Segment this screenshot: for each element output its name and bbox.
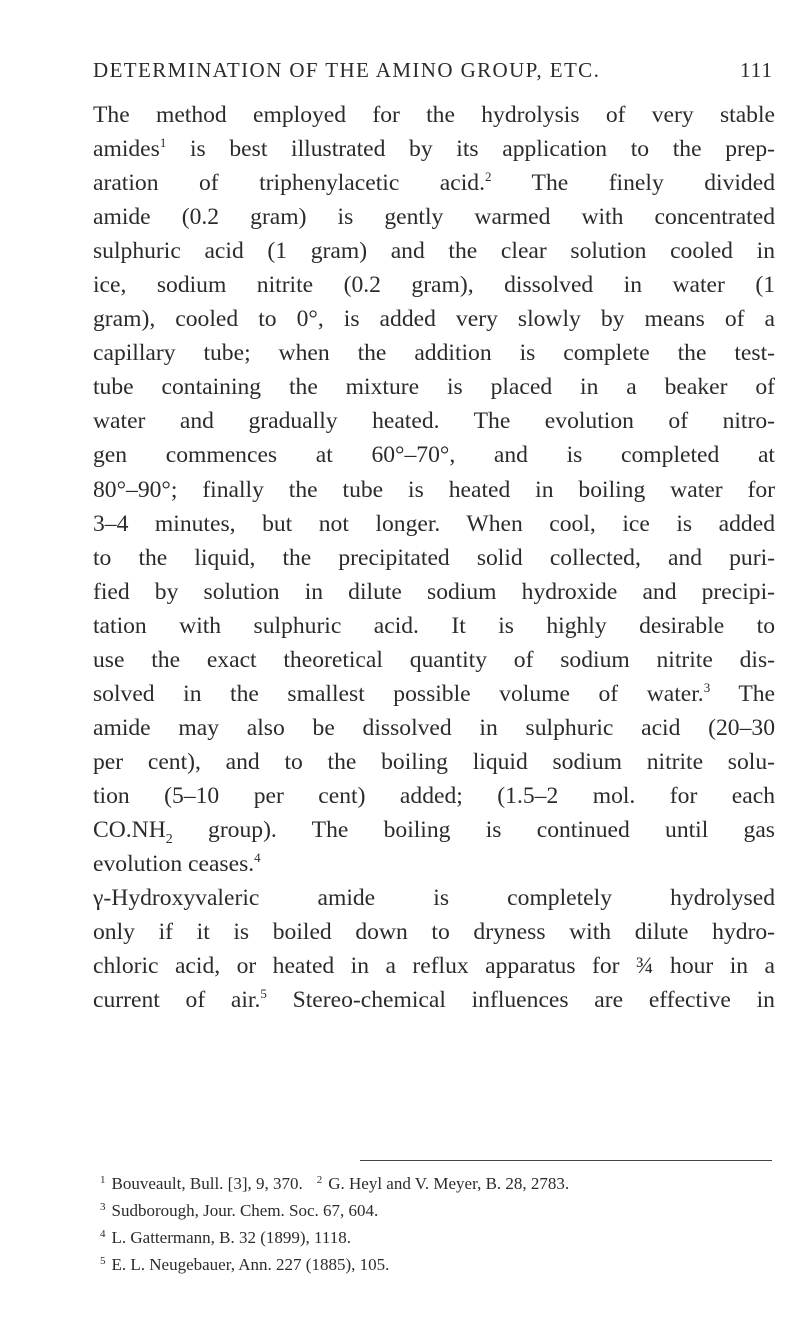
text-line: amides$^1$ is best illustrated by its application to the prep- — [93, 135, 775, 163]
footnote-ref: 2 — [484, 169, 492, 185]
footnotes — [100, 1170, 780, 1278]
text-line: $CO.NH_2$ group). The boiling is continued until gas — [93, 816, 775, 847]
text-line: γ-Hydroxyvaleric amide is completely hydrolysed — [93, 885, 775, 912]
footnote-line: $^5$ E. L. Neugebauer, Ann. 227 (1885), 105. — [100, 1255, 390, 1274]
text-line: ice, sodium nitrite (0.2 gram), dissolved in water (1 — [93, 272, 775, 299]
footnote-ref: 4 — [254, 850, 261, 866]
subscript: 2 — [165, 831, 173, 847]
footnote-ref: 1 — [159, 135, 167, 151]
text-line: gram), cooled to 0°, is added very slowly by means of a — [93, 306, 775, 333]
text-line: solved in the smallest possible volume of water.$^3$ The — [93, 679, 776, 707]
text-line: only if it is boiled down to dryness with dilute hydro- — [93, 919, 775, 946]
text-line: fied by solution in dilute sodium hydroxide and precipi- — [93, 578, 775, 605]
page-number: 111 — [740, 58, 773, 82]
footnote-line: $^1$ Bouveault, Bull. [3], 9, 370. $^2$ G. Heyl and V. Meyer, B. 28, 2783. — [100, 1174, 570, 1193]
text-line: gen commences at 60°–70°, and is completed at — [93, 442, 775, 469]
text-line: per cent), and to the boiling liquid sodium nitrite solu- — [93, 748, 775, 775]
text-line: tation with sulphuric acid. It is highly desirable to — [93, 612, 775, 639]
text-line: amide may also be dissolved in sulphuric acid (20–30 — [93, 714, 775, 741]
footnote-line: $^4$ L. Gattermann, B. 32 (1899), 1118. — [100, 1228, 352, 1247]
text-line: capillary tube; when the addition is complete the test- — [93, 340, 775, 367]
footnote-line: $^3$ Sudborough, Jour. Chem. Soc. 67, 604. — [100, 1201, 379, 1220]
text-line: to the liquid, the precipitated solid collected, and puri- — [93, 544, 775, 571]
text-line: aration of triphenylacetic acid.$^2$ The finely divided — [93, 169, 775, 197]
footnote-ref: 5 — [260, 986, 267, 1002]
body-text — [93, 98, 775, 1017]
text-line: 80°–90°; finally the tube is heated in boiling water for — [93, 476, 775, 503]
text-line: use the exact theoretical quantity of sodium nitrite dis- — [93, 646, 775, 673]
text-line: current of air.$^5$ Stereo-chemical influences are effective in — [93, 986, 775, 1014]
text-line: The method employed for the hydrolysis of very stable — [93, 102, 775, 128]
text-line: chloric acid, or heated in a reflux apparatus for ¾ hour in a — [93, 953, 775, 980]
running-header — [93, 58, 773, 88]
text-line: tube containing the mixture is placed in a beaker of — [93, 374, 775, 401]
footnote-ref: 3 — [703, 679, 711, 695]
footnote-rule — [360, 1160, 772, 1161]
text-line: evolution ceases.$^4$ — [93, 850, 261, 878]
text-line: amide (0.2 gram) is gently warmed with concentrated — [93, 204, 775, 231]
text-line: water and gradually heated. The evolution of nitro- — [93, 408, 775, 435]
text-line: sulphuric acid (1 gram) and the clear solution cooled in — [93, 238, 775, 265]
text-line: tion (5–10 per cent) added; (1.5–2 mol. for each — [93, 782, 775, 809]
text-line: 3–4 minutes, but not longer. When cool, ice is added — [93, 510, 775, 537]
running-title: DETERMINATION OF THE AMINO GROUP, ETC. — [93, 58, 601, 82]
